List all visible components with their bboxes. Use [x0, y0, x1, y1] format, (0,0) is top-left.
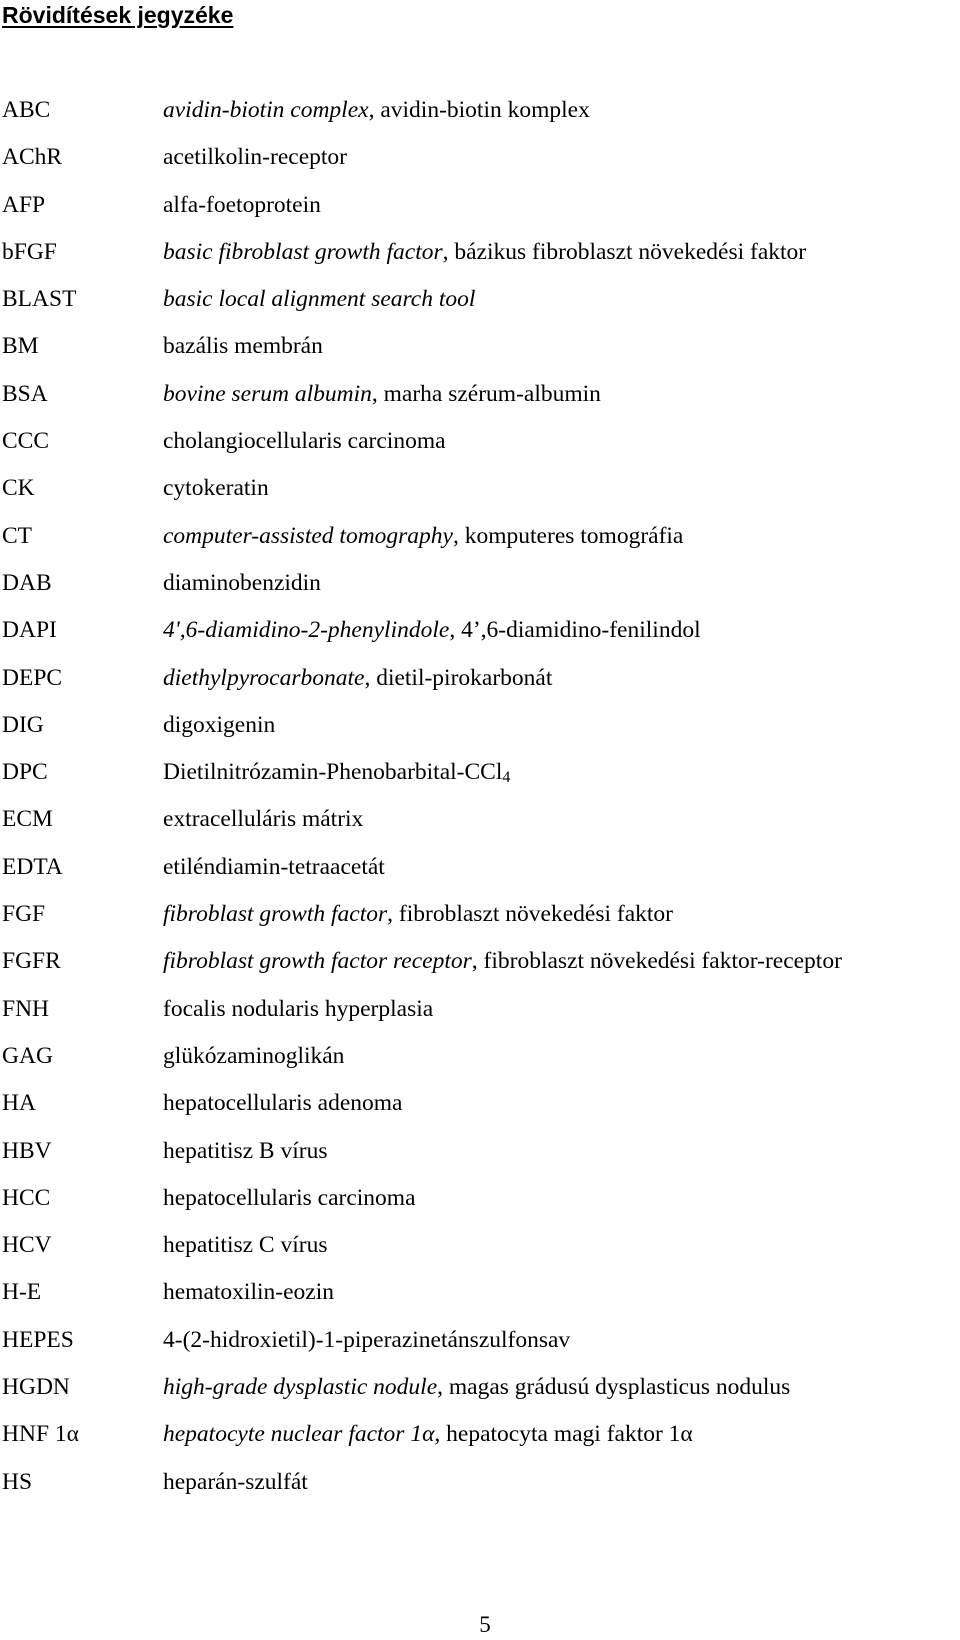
abbreviation: FGFR — [2, 948, 61, 975]
hungarian-term: fibroblaszt növekedési faktor-receptor — [483, 948, 842, 975]
abbreviation-definition — [163, 1230, 327, 1260]
abbreviation-row — [0, 568, 960, 615]
abbreviation-definition — [163, 1372, 790, 1402]
abbreviation-definition — [163, 1136, 327, 1166]
hungarian-term: magas grádusú dysplasticus nodulus — [448, 1374, 791, 1401]
abbreviation-definition — [163, 615, 701, 645]
hungarian-term: hepatitisz B vírus — [163, 1137, 328, 1164]
hungarian-term: hepatocellularis carcinoma — [163, 1184, 416, 1211]
english-term: bovine serum albumin — [163, 380, 372, 407]
abbreviation: BM — [2, 333, 39, 360]
abbreviation: ECM — [2, 806, 53, 833]
abbreviation: CK — [2, 475, 35, 502]
abbreviation: HA — [2, 1090, 36, 1117]
abbreviation-row — [0, 190, 960, 237]
abbreviation: BSA — [2, 380, 48, 407]
abbreviation-row — [0, 710, 960, 757]
abbreviation-definition — [163, 1419, 693, 1449]
abbreviation-row — [0, 1467, 960, 1514]
term-separator: , — [437, 1374, 449, 1401]
hungarian-term: acetilkolin-receptor — [163, 144, 347, 171]
hungarian-term: hepatocyta magi faktor 1α — [446, 1421, 693, 1448]
hungarian-term: cholangiocellularis carcinoma — [163, 428, 446, 455]
english-term: basic local alignment search tool — [163, 286, 476, 313]
abbreviation-definition — [163, 95, 590, 125]
abbreviation: DEPC — [2, 664, 63, 691]
abbreviation: HS — [2, 1468, 33, 1495]
abbreviation-definition — [163, 663, 552, 693]
abbreviation: AFP — [2, 191, 46, 218]
abbreviation-row — [0, 331, 960, 378]
abbreviation: H-E — [2, 1279, 42, 1306]
hungarian-term: focalis nodularis hyperplasia — [163, 995, 434, 1022]
abbreviation-row — [0, 95, 960, 142]
abbreviation-definition — [163, 568, 321, 598]
abbreviation: EDTA — [2, 853, 63, 880]
abbreviation: HEPES — [2, 1326, 74, 1353]
english-term: fibroblast growth factor receptor — [163, 948, 472, 975]
english-term: avidin-biotin complex — [163, 97, 369, 123]
hungarian-term: 4’,6-diamidino-fenilindol — [461, 617, 701, 644]
abbreviation: CCC — [2, 428, 50, 455]
page-number: 5 — [479, 1612, 491, 1637]
english-term: fibroblast growth factor — [163, 901, 388, 928]
hungarian-term: cytokeratin — [163, 475, 269, 502]
english-term: diethylpyrocarbonate — [163, 664, 365, 691]
abbreviation-definition — [163, 804, 363, 834]
abbreviation-row — [0, 1088, 960, 1135]
abbreviation-row — [0, 379, 960, 426]
hungarian-term: marha szérum-albumin — [383, 380, 601, 407]
abbreviation-definition — [163, 899, 673, 929]
term-separator: , — [371, 380, 384, 407]
hungarian-term: alfa-foetoprotein — [163, 191, 321, 218]
abbreviation-definition — [163, 1088, 402, 1118]
hungarian-term: dietil-pirokarbonát — [376, 664, 553, 691]
abbreviation-definition — [163, 1325, 570, 1355]
abbreviation: HCC — [2, 1184, 51, 1211]
hungarian-term: extracelluláris mátrix — [163, 806, 364, 833]
abbreviation: HCV — [2, 1232, 52, 1259]
abbreviation-row — [0, 757, 960, 804]
term-separator: , — [368, 97, 381, 123]
abbreviation-row — [0, 473, 960, 520]
abbreviation: ABC — [2, 97, 51, 123]
abbreviation-definition — [163, 284, 475, 314]
abbreviation-list — [0, 95, 960, 1514]
term-separator: , — [442, 238, 455, 265]
abbreviation-definition — [163, 426, 446, 456]
term-separator: , — [434, 1421, 447, 1448]
hungarian-term: Dietilnitrózamin-Phenobarbital-CCl — [163, 759, 503, 786]
abbreviation-definition — [163, 852, 385, 882]
hungarian-term: komputeres tomográfia — [464, 522, 684, 549]
abbreviation-row — [0, 237, 960, 284]
abbreviation: DAPI — [2, 617, 57, 644]
abbreviation-row — [0, 1136, 960, 1183]
english-term: 4',6-diamidino-2-phenylindole — [163, 617, 450, 644]
abbreviation-definition — [163, 1277, 334, 1307]
term-separator: , — [453, 522, 465, 549]
abbreviation-definition — [163, 946, 842, 976]
abbreviation-row — [0, 1277, 960, 1324]
hungarian-term: fibroblaszt növekedési faktor — [398, 901, 673, 928]
term-separator: , — [364, 664, 377, 691]
abbreviation: bFGF — [2, 238, 57, 265]
abbreviation-row — [0, 946, 960, 993]
abbreviation: CT — [2, 522, 33, 549]
abbreviation-definition — [163, 190, 321, 220]
hungarian-term: avidin-biotin komplex — [380, 97, 590, 123]
hungarian-term: heparán-szulfát — [163, 1468, 308, 1495]
abbreviation-row — [0, 1041, 960, 1088]
abbreviation-definition — [163, 379, 601, 409]
term-separator: , — [387, 901, 399, 928]
abbreviation: AChR — [2, 144, 63, 171]
abbreviation-row — [0, 1183, 960, 1230]
abbreviation: HBV — [2, 1137, 52, 1164]
page-title: Rövidítések jegyzéke — [2, 2, 234, 28]
abbreviation-definition — [163, 331, 323, 361]
abbreviation: FGF — [2, 901, 46, 928]
abbreviation-definition — [163, 994, 433, 1024]
abbreviation: DAB — [2, 569, 52, 596]
hungarian-term: etiléndiamin-tetraacetát — [163, 853, 385, 880]
abbreviation-row — [0, 426, 960, 473]
abbreviation-row — [0, 852, 960, 899]
hungarian-term: bazális membrán — [163, 333, 323, 360]
abbreviation-row — [0, 1325, 960, 1372]
abbreviation-definition — [163, 1467, 308, 1497]
abbreviation: FNH — [2, 995, 50, 1022]
hungarian-term: bázikus fibroblaszt növekedési faktor — [454, 238, 807, 265]
hungarian-term: glükózaminoglikán — [163, 1042, 345, 1069]
abbreviation-definition — [163, 1041, 344, 1071]
hungarian-term: hepatitisz C vírus — [163, 1232, 328, 1259]
term-separator: , — [471, 948, 484, 975]
abbreviation-row — [0, 1230, 960, 1277]
abbreviation: DIG — [2, 711, 44, 738]
english-term: high-grade dysplastic nodule — [163, 1374, 438, 1401]
abbreviation-row — [0, 1372, 960, 1419]
hungarian-term: digoxigenin — [163, 711, 276, 738]
abbreviation-row — [0, 615, 960, 662]
abbreviation: HNF 1α — [2, 1421, 79, 1448]
abbreviation-definition — [163, 473, 269, 503]
subscript: 4 — [502, 769, 511, 787]
abbreviation: DPC — [2, 759, 48, 786]
abbreviation-definition — [163, 237, 806, 267]
hungarian-term: 4-(2-hidroxietil)-1-piperazinetánszulfonsav — [163, 1326, 571, 1353]
abbreviation-row — [0, 663, 960, 710]
english-term: basic fibroblast growth factor — [163, 238, 443, 265]
abbreviation-definition — [163, 142, 347, 172]
abbreviation-row — [0, 521, 960, 568]
english-term: computer-assisted tomography — [163, 522, 453, 549]
hungarian-term: hepatocellularis adenoma — [163, 1090, 403, 1117]
abbreviation-row — [0, 899, 960, 946]
abbreviation-row — [0, 284, 960, 331]
abbreviation-definition — [163, 710, 275, 740]
abbreviation-definition — [163, 521, 683, 551]
hungarian-term: diaminobenzidin — [163, 569, 321, 596]
abbreviation-row — [0, 804, 960, 851]
abbreviation-definition — [163, 1183, 416, 1213]
abbreviation-row — [0, 994, 960, 1041]
english-term: hepatocyte nuclear factor 1α — [163, 1421, 435, 1448]
term-separator: , — [449, 617, 462, 644]
abbreviation: GAG — [2, 1042, 53, 1069]
hungarian-term: hematoxilin-eozin — [163, 1279, 334, 1306]
abbreviation-row — [0, 1419, 960, 1466]
abbreviation-definition — [163, 757, 510, 787]
abbreviation: BLAST — [2, 286, 77, 313]
abbreviation: HGDN — [2, 1374, 70, 1401]
abbreviation-row — [0, 142, 960, 189]
